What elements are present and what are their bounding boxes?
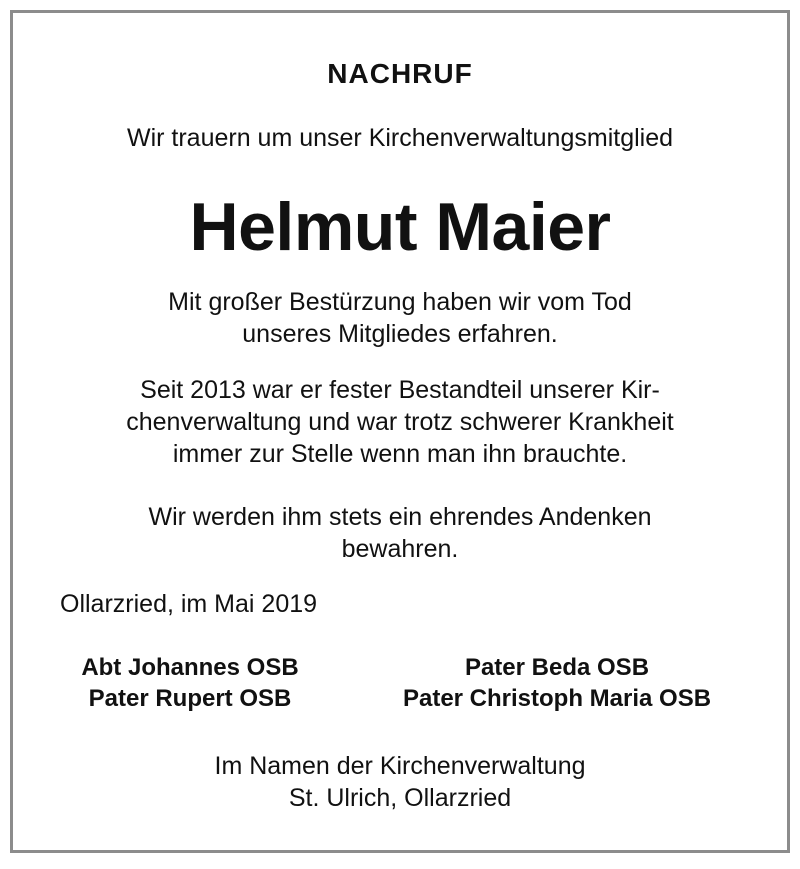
closing-text <box>0 750 800 814</box>
text-line: immer zur Stelle wenn man ihn brauchte. <box>172 440 628 468</box>
signatories-right <box>367 652 747 714</box>
signatory-name: Pater Rupert OSB <box>88 685 292 712</box>
paragraph-remembrance <box>0 501 800 565</box>
text-line: Im Namen der Kirchenverwaltung <box>214 752 586 780</box>
notice-heading: NACHRUF <box>327 58 473 89</box>
paragraph-condolence <box>0 286 800 350</box>
text-line: Seit 2013 war er fester Bestandteil unserer Kir- <box>140 376 660 404</box>
text-line: Mit großer Bestürzung haben wir vom Tod <box>168 288 632 316</box>
signatories-left <box>0 652 380 714</box>
text-line: bewahren. <box>341 535 459 563</box>
deceased-name: Helmut Maier <box>189 189 611 265</box>
text-line: St. Ulrich, Ollarzried <box>288 784 512 812</box>
signatory-name: Abt Johannes OSB <box>81 654 299 681</box>
signatory-name: Pater Christoph Maria OSB <box>402 685 712 712</box>
place-date: Ollarzried, im Mai 2019 <box>60 590 318 618</box>
paragraph-tribute <box>0 374 800 470</box>
intro-text: Wir trauern um unser Kirchenverwaltungsmitglied <box>126 124 674 152</box>
signatory-name: Pater Beda OSB <box>464 654 650 681</box>
text-line: Wir werden ihm stets ein ehrendes Andenken <box>148 503 652 531</box>
text-line: chenverwaltung und war trotz schwerer Krankheit <box>126 408 674 436</box>
text-line: unseres Mitgliedes erfahren. <box>242 320 558 348</box>
